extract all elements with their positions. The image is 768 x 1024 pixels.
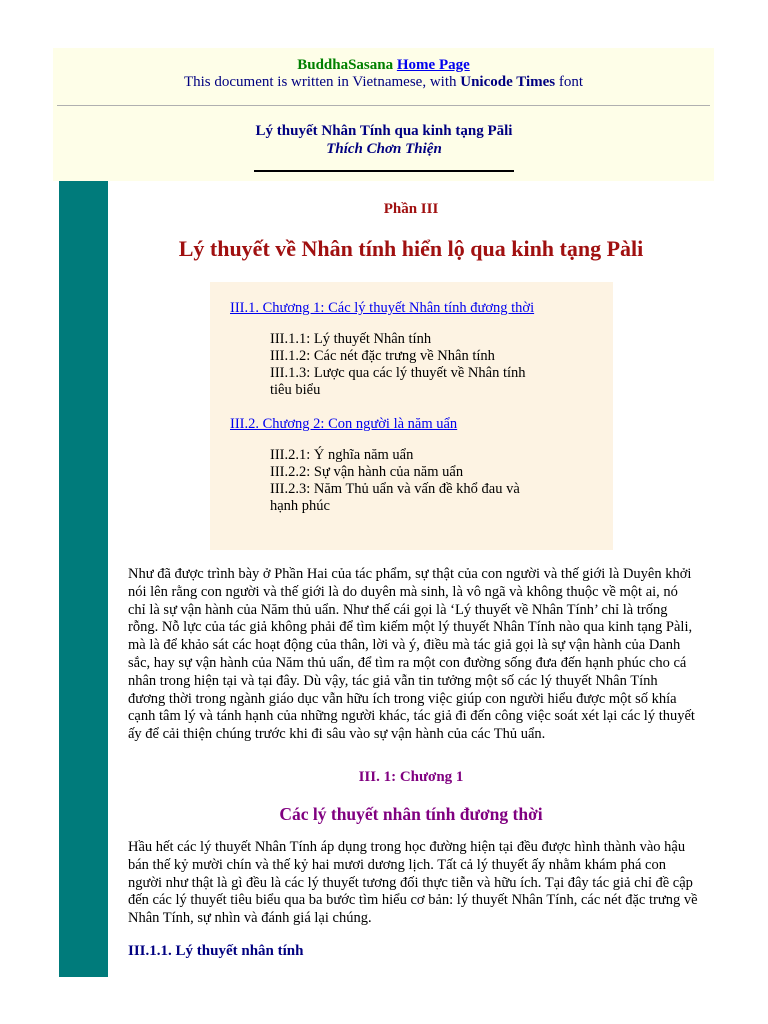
toc-item: III.2.2: Sự vận hành của năm uẩn [270, 464, 464, 480]
chapter-label: III. 1: Chương 1 [358, 769, 464, 785]
font-note [53, 73, 714, 91]
toc-item: III.1.2: Các nét đặc trưng về Nhân tính [270, 348, 495, 364]
font-note-suffix: font [555, 74, 584, 90]
left-decorative-bar [59, 181, 108, 977]
font-note-font-name: Unicode Times [460, 74, 556, 90]
intro-paragraph: Như đã được trình bày ở Phần Hai của tác phẩm, sự thật của con người và thế giới là Duyên khởi nói lên rằng con người và thế giới là do duyên mà sinh, là vô ngã và không thuộc về một ai, nó chỉ là sự vận hành của Năm thủ uẩn. Như thế cái gọi là ‘Lý thuyết về Nhân Tính’ chỉ là trống rỗng. Nỗ lực của tác giả không phải để tìm kiếm một lý thuyết Nhân Tính nào qua kinh tạng Pàli, mà là để khảo sát các hoạt động của thân, lời và ý, điều mà tác giả gọi là sự vận hành của Danh sắc, hay sự vận hành của Năm thủ uẩn, để tìm ra một con đường sống đưa đến hạnh phúc cho cá nhân trong hiện tại và tại đây. Dù vậy, tác giả vẫn tin tưởng một số các lý thuyết Nhân Tính đương thời trong ngành giáo dục vẫn hữu ích trong việc giúp con người hiểu được một số khía cạnh tâm lý và tánh hạnh của những người khác, tác giả đi đến công việc soát xét lại các lý thuyết ấy để cải thiện chúng trước khi đi sâu vào sự vận hành của các Thủ uẩn. [128, 566, 695, 743]
part-label: Phần III [383, 201, 439, 217]
toc-item: III.1.1: Lý thuyết Nhân tính [270, 331, 432, 347]
chapter-title: Các lý thuyết nhân tính đương thời [279, 804, 543, 824]
chapter-paragraph: Hầu hết các lý thuyết Nhân Tính áp dụng trong học đường hiện tại đều được hình thành vào hậu bán thế kỷ mười chín và thế kỷ hai mươi dương lịch. Tất cả lý thuyết ấy nhằm khám phá con người như thật là gì đều là các lý thuyết tương đối thực tiễn và hữu ích. Tại đây tác giả chỉ đề cập đến các lý thuyết tiêu biểu qua ba bước tìm hiểu cơ bản: lý thuyết Nhân Tính, các nét đặc trưng về Nhân Tính, sự nhìn và đánh giá lại chúng. [128, 839, 698, 927]
font-note-prefix: This document is written in Vietnamese, with [183, 74, 461, 90]
toc-item: III.2.3: Năm Thủ uẩn và vấn đề khổ đau và hạnh phúc [270, 481, 520, 514]
section-heading: III.1.1. Lý thuyết nhân tính [128, 943, 304, 959]
toc-chapter-2-link[interactable]: III.2. Chương 2: Con người là năm uẩn [230, 416, 458, 432]
site-name: BuddhaSasana [297, 57, 394, 73]
title-divider [254, 170, 514, 172]
site-header-line [53, 56, 714, 74]
table-of-contents [210, 282, 613, 550]
toc-chapter-1-link[interactable]: III.1. Chương 1: Các lý thuyết Nhân tính đương thời [230, 300, 535, 316]
banner-divider [57, 105, 710, 106]
part-title: Lý thuyết về Nhân tính hiển lộ qua kinh tạng Pàli [178, 236, 644, 261]
toc-item: III.1.3: Lược qua các lý thuyết về Nhân tính tiêu biểu [270, 365, 526, 398]
document-author: Thích Chơn Thiện [326, 141, 442, 157]
toc-item: III.2.1: Ý nghĩa năm uẩn [270, 447, 414, 463]
home-page-link[interactable]: Home Page [396, 57, 470, 73]
top-banner [53, 48, 714, 181]
document-title: Lý thuyết Nhân Tính qua kinh tạng Pāli [255, 123, 513, 139]
